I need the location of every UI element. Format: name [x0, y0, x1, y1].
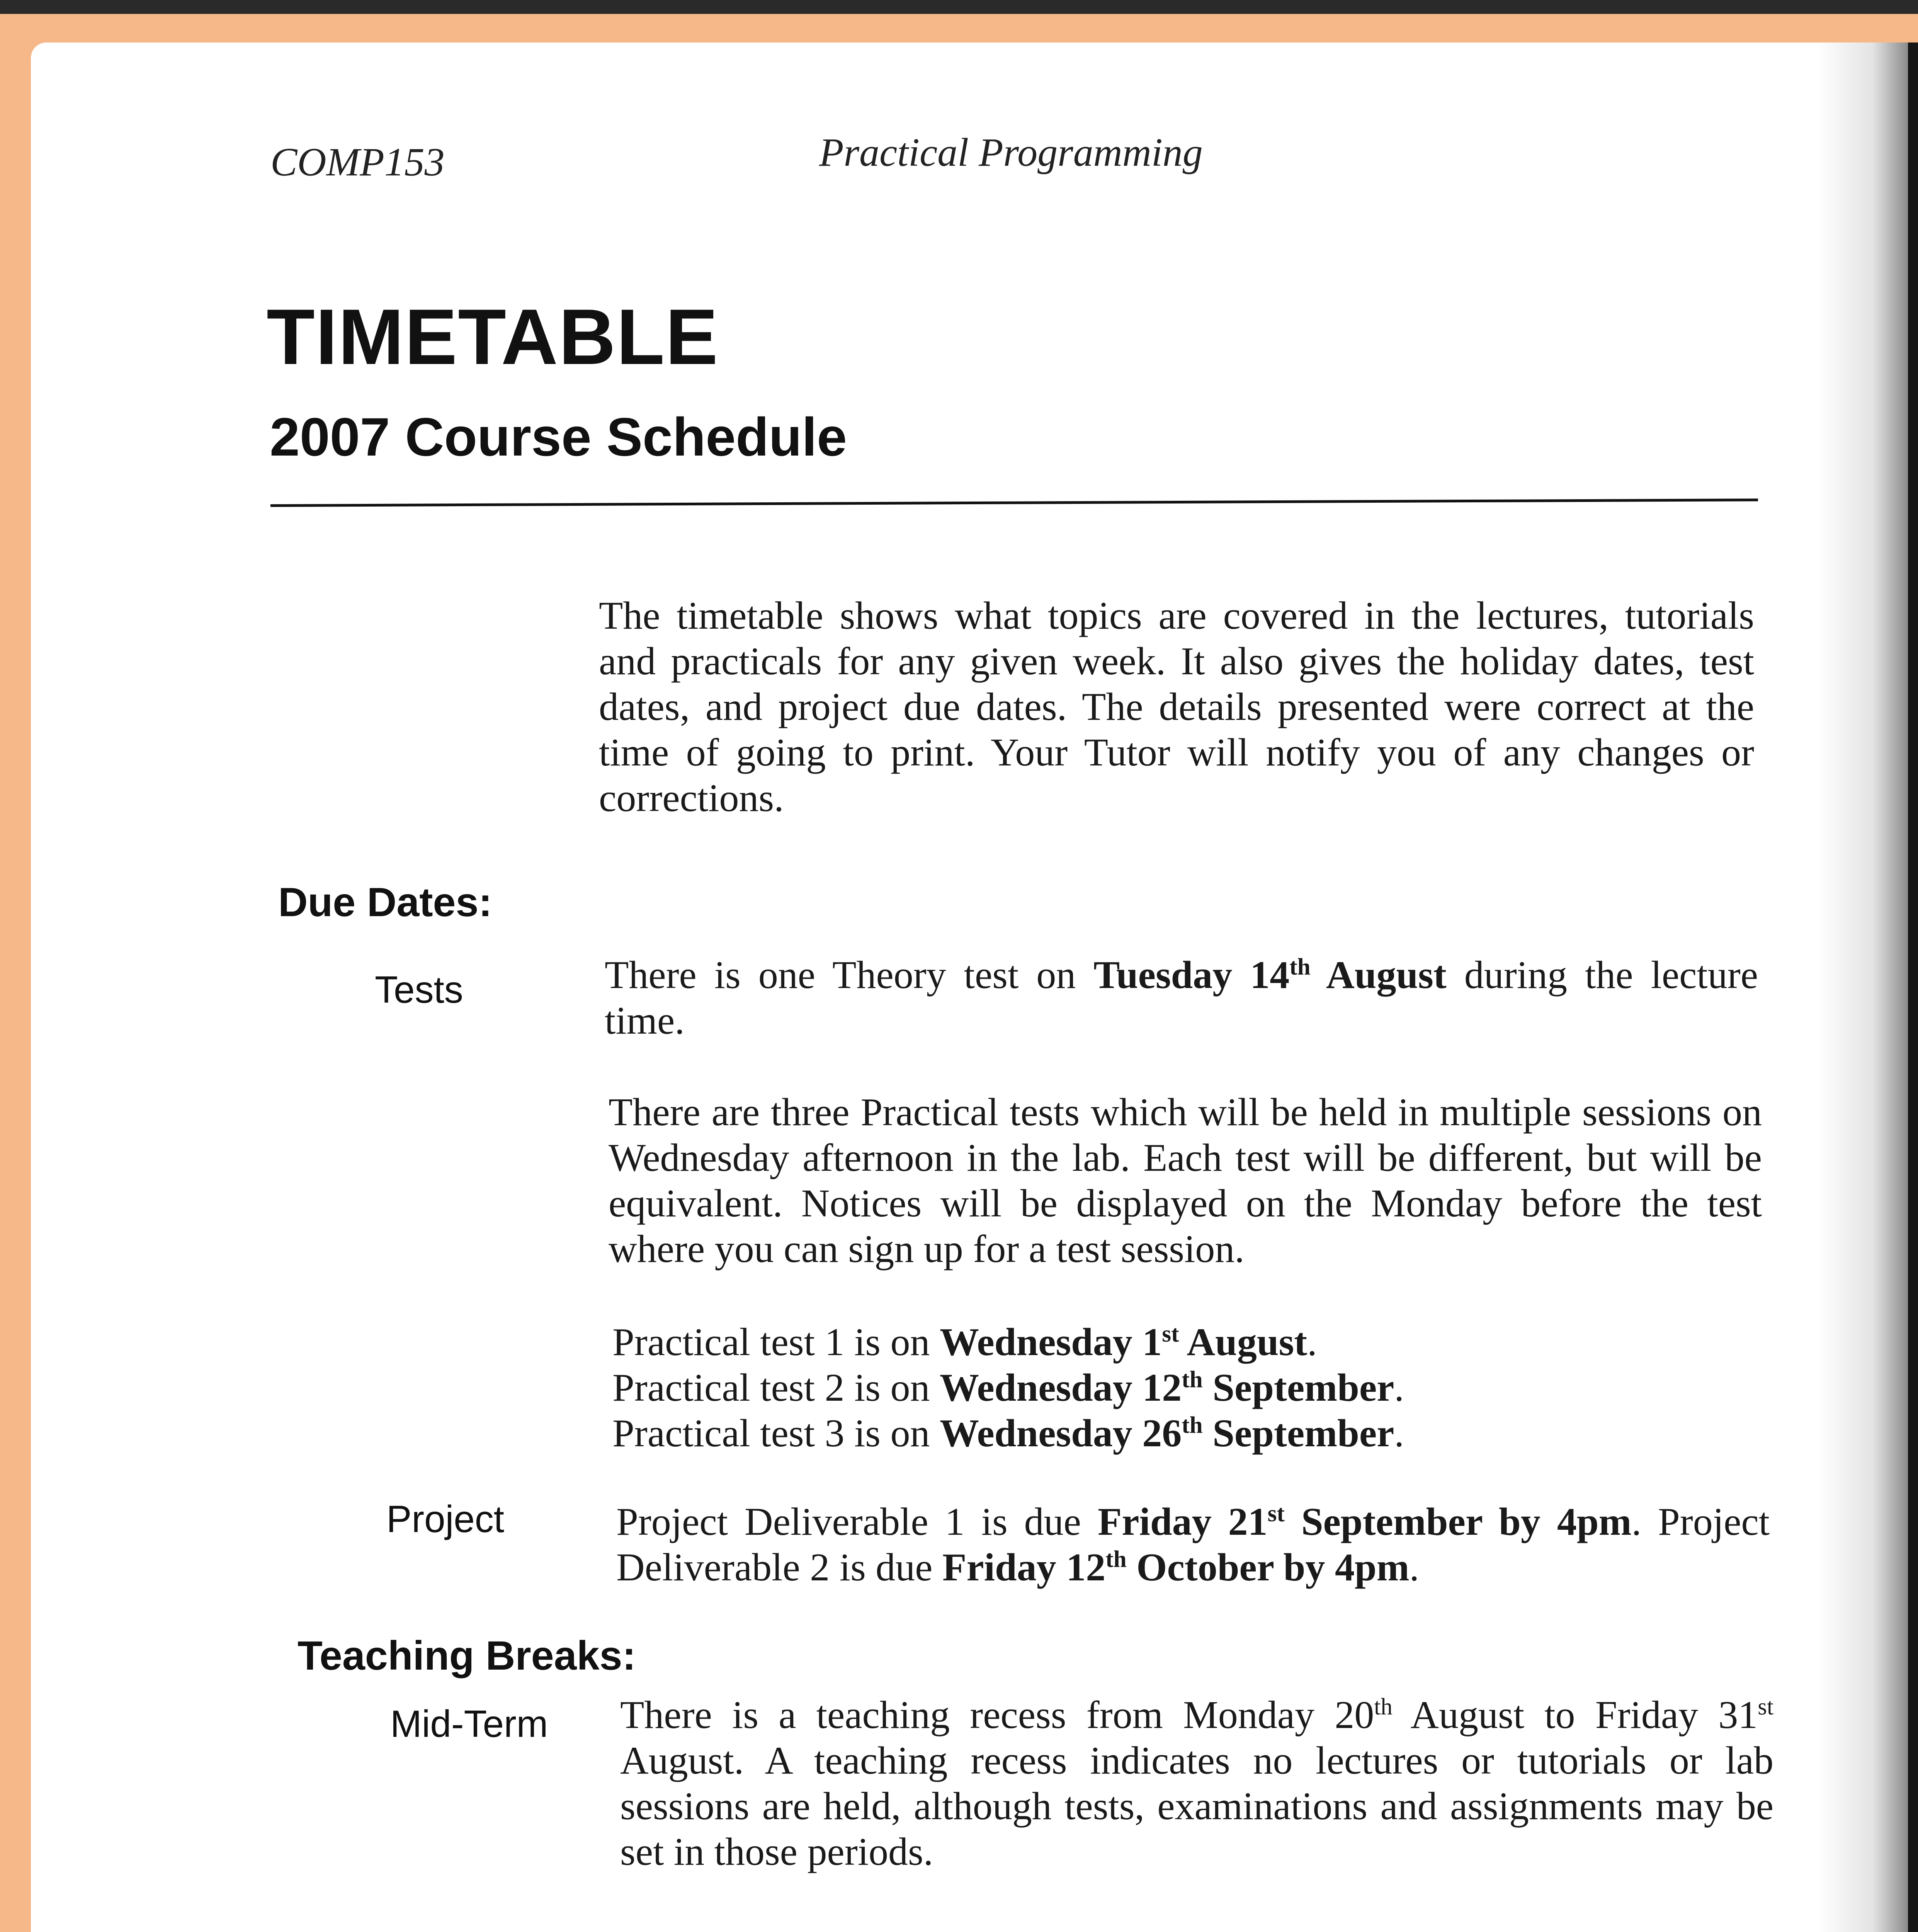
project-label: Project: [386, 1498, 505, 1540]
page-subtitle: 2007 Course Schedule: [270, 406, 847, 467]
header-course-code: COMP153: [270, 140, 445, 184]
due-dates-heading: Due Dates:: [278, 879, 492, 925]
page-title: TIMETABLE: [267, 293, 719, 381]
title-divider: [270, 498, 1758, 507]
theory-test-paragraph: There is one Theory test on Tuesday 14th August during the lecture time.: [605, 953, 1758, 1043]
intro-paragraph: The timetable shows what topics are covered in the lectures, tutorials and practicals for any given week. It also gives the holiday dates, test dates, and project due dates. The details presented were correct at the time of going to print. Your Tutor will notify you of any changes or corrections.: [599, 594, 1754, 820]
practical-test-date-2: Practical test 2 is on Wednesday 12th September.: [612, 1366, 1404, 1410]
document-page: [31, 43, 1918, 1932]
practical-tests-paragraph: There are three Practical tests which will be held in multiple sessions on Wednesday afternoon in the lab. Each test will be different, but will be equivalent. Notices will be displayed on the Monday before the test where you can sign up for a test session.: [609, 1090, 1762, 1271]
page-edge-shadow: [1818, 43, 1918, 1932]
binding-edge: [1908, 43, 1918, 1932]
practical-test-dates: [612, 1320, 1766, 1456]
header-subject: Practical Programming: [819, 130, 1203, 175]
practical-test-date-3: Practical test 3 is on Wednesday 26th September.: [612, 1412, 1404, 1455]
tests-label: Tests: [375, 968, 463, 1011]
midterm-label: Mid-Term: [390, 1702, 548, 1745]
midterm-paragraph: There is a teaching recess from Monday 20th August to Friday 31st August. A teaching recess indicates no lectures or tutorials or lab sessions are held, although tests, examinations and assignments may be set in those periods.: [620, 1693, 1774, 1874]
practical-test-date-1: Practical test 1 is on Wednesday 1st August.: [612, 1320, 1317, 1364]
project-paragraph: Project Deliverable 1 is due Friday 21st September by 4pm. Project Deliverable 2 is due Friday 12th October by 4pm.: [616, 1500, 1770, 1589]
scan-top-strip: [0, 0, 1918, 14]
teaching-breaks-heading: Teaching Breaks:: [298, 1633, 636, 1679]
